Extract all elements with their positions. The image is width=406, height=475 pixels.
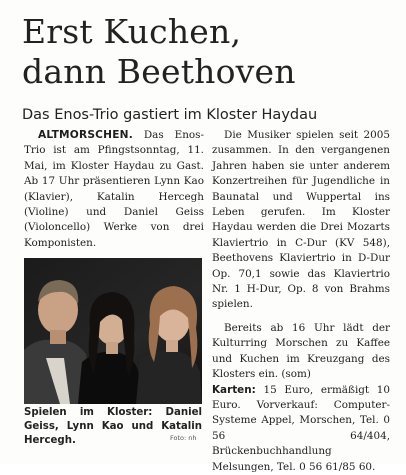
tickets-label: Karten: — [212, 383, 256, 396]
article-column-left — [24, 128, 204, 251]
tickets-text: 15 Euro, ermäßigt 10 Euro. Vorverkauf: Computer-Systeme Appel, Morschen, Tel. 0 56 64/404, Brückenbuchhandlung Melsungen, Tel. 0 56 61/85 60. — [212, 383, 390, 473]
headline — [22, 12, 392, 92]
tickets-info — [212, 383, 390, 475]
article-column-right — [212, 128, 390, 475]
trio-photo — [24, 258, 202, 404]
trio-photo-image — [24, 258, 202, 404]
paragraph-1 — [24, 128, 204, 251]
headline-line-2: dann Beethoven — [22, 52, 296, 91]
headline-line-1: Erst Kuchen, — [22, 12, 242, 51]
paragraph-1-text: Das Enos-Trio ist am Pfingstsonntag, 11. Mai, im Kloster Haydau zu Gast. Ab 17 Uhr präsentieren Lynn Kao (Klavier), Katalin Hercegh (Violine) und Daniel Geiss (Violoncello) Werke von drei Komponisten. — [24, 129, 204, 249]
photo-credit: Foto: nh — [170, 434, 197, 442]
photo-caption: Spielen im Kloster: Daniel Geiss, Lynn Kao und Katalin Hercegh. — [24, 407, 202, 446]
subheadline: Das Enos-Trio gastiert im Kloster Haydau — [22, 107, 318, 123]
dateline: ALTMORSCHEN. — [38, 129, 133, 141]
paragraph-2: Die Musiker spielen seit 2005 zusammen. In den vergangenen Jahren haben sie unter anderem Konzertreihen für Jugendliche in Baunatal und Wuppertal ins Leben gerufen. Im Kloster Haydau werden die Drei Mozarts Klaviertrio in C-Dur (KV 548), Beethovens Klaviertrio in D-Dur Op. 70,1 sowie das Klaviertrio Nr. 1 H-Dur, Op. 8 von Brahms spielen. — [212, 129, 390, 311]
paragraph-3: Bereits ab 16 Uhr lädt der Kulturring Morschen zu Kaffee und Kuchen im Kreuzgang des Klosters ein. (som) — [212, 321, 390, 381]
